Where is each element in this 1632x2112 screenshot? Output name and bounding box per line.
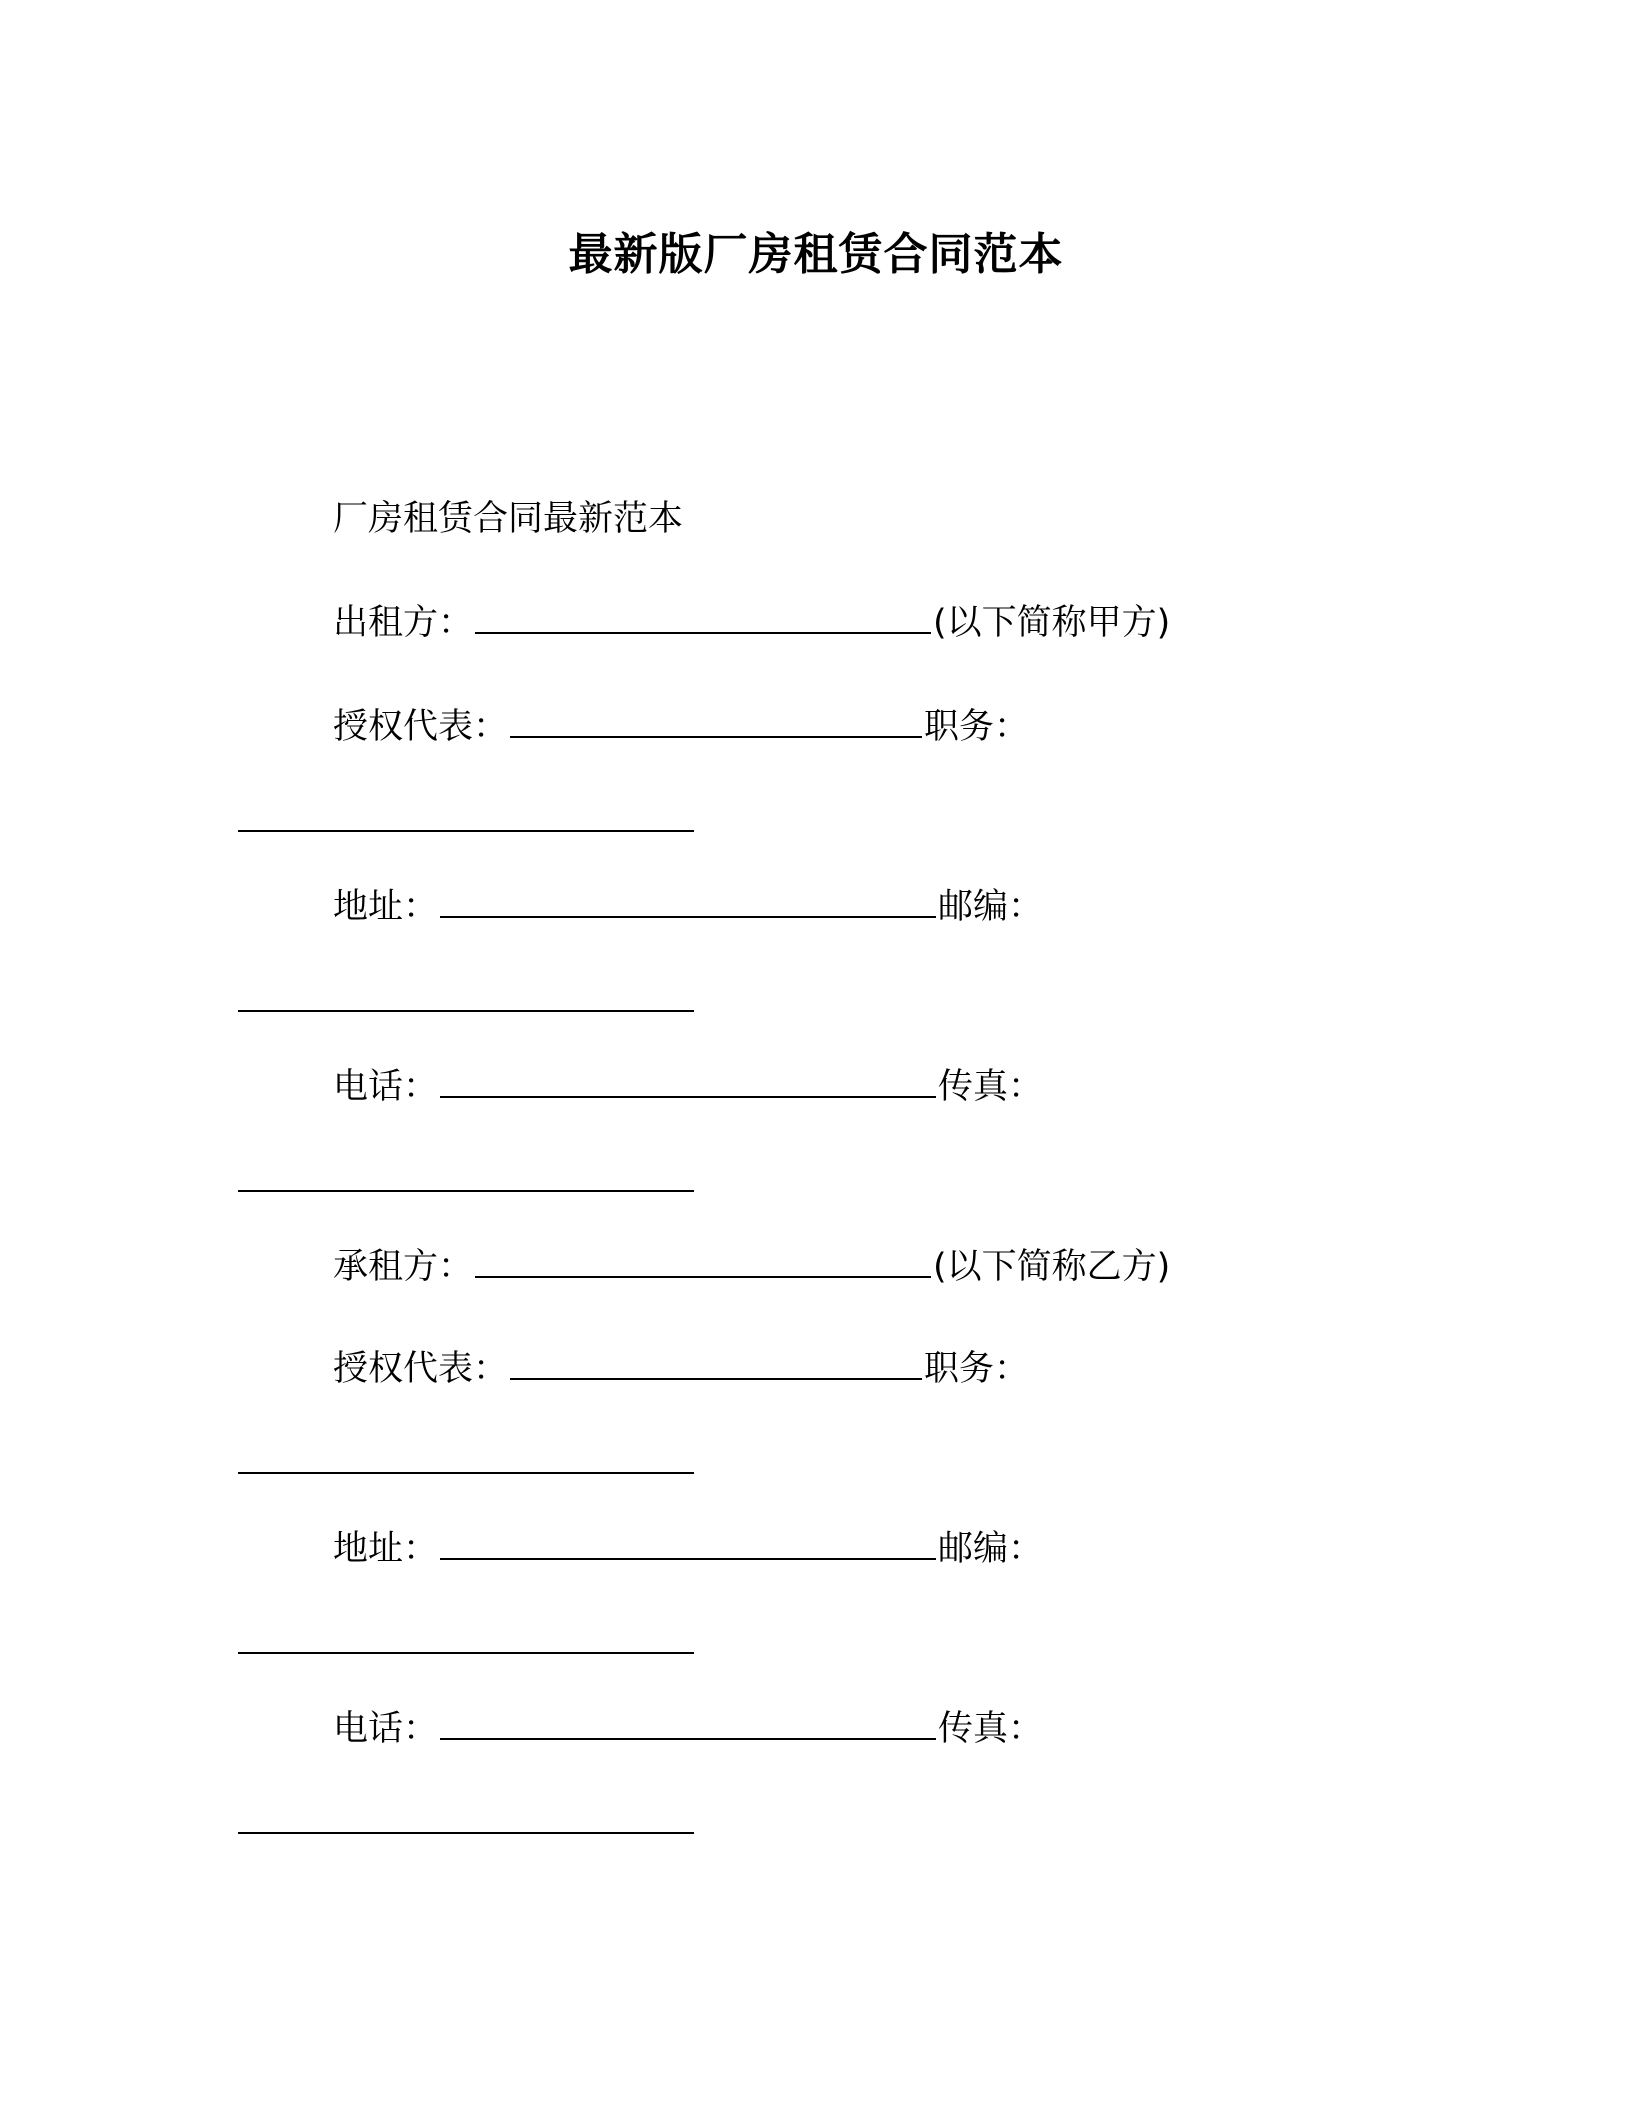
lessor-rep-line bbox=[333, 702, 1029, 752]
lessee-postcode-blank[interactable] bbox=[238, 1624, 694, 1654]
lessor-rep-label: 授权代表： bbox=[333, 707, 509, 747]
lessor-fax-line bbox=[238, 1156, 694, 1206]
document-title: 最新版厂房租赁合同范本 bbox=[568, 229, 1064, 280]
lessee-fax-line bbox=[238, 1798, 694, 1848]
lessor-line bbox=[333, 598, 1170, 648]
lessor-address-line bbox=[333, 882, 1043, 932]
lessee-position-label: 职务： bbox=[924, 1349, 1030, 1389]
lessor-phone-label: 电话： bbox=[333, 1067, 439, 1107]
lessee-rep-line bbox=[333, 1344, 1029, 1394]
lessor-fax-label: 传真： bbox=[938, 1067, 1044, 1107]
lessee-postcode-label: 邮编： bbox=[938, 1529, 1044, 1569]
lessee-phone-blank[interactable] bbox=[440, 1710, 936, 1740]
lessor-position-line bbox=[238, 796, 694, 846]
lessee-rep-label: 授权代表： bbox=[333, 1349, 509, 1389]
lessor-position-blank[interactable] bbox=[238, 802, 694, 832]
lessee-phone-label: 电话： bbox=[333, 1709, 439, 1749]
document-subtitle: 厂房租赁合同最新范本 bbox=[333, 499, 684, 539]
lessee-postcode-line bbox=[238, 1618, 694, 1668]
lessee-address-line bbox=[333, 1524, 1043, 1574]
lessor-position-label: 职务： bbox=[924, 707, 1030, 747]
lessor-postcode-line bbox=[238, 976, 694, 1026]
lessor-address-blank[interactable] bbox=[440, 888, 936, 918]
lessee-phone-line bbox=[333, 1704, 1043, 1754]
lessor-postcode-label: 邮编： bbox=[938, 887, 1044, 927]
lessee-name-blank[interactable] bbox=[475, 1248, 931, 1278]
lessee-address-blank[interactable] bbox=[440, 1530, 936, 1560]
lessee-suffix: (以下简称乙方) bbox=[933, 1247, 1171, 1287]
lessor-postcode-blank[interactable] bbox=[238, 982, 694, 1012]
lessor-phone-line bbox=[333, 1062, 1043, 1112]
lessee-fax-label: 传真： bbox=[938, 1709, 1044, 1749]
lessee-fax-blank[interactable] bbox=[238, 1804, 694, 1834]
lessor-label: 出租方： bbox=[333, 603, 474, 643]
lessee-position-line bbox=[238, 1438, 694, 1488]
lessee-rep-blank[interactable] bbox=[510, 1350, 922, 1380]
lessor-fax-blank[interactable] bbox=[238, 1162, 694, 1192]
lessor-rep-blank[interactable] bbox=[510, 708, 922, 738]
lessor-phone-blank[interactable] bbox=[440, 1068, 936, 1098]
lessor-address-label: 地址： bbox=[333, 887, 439, 927]
lessor-name-blank[interactable] bbox=[475, 604, 931, 634]
lessee-label: 承租方： bbox=[333, 1247, 474, 1287]
lessee-line bbox=[333, 1242, 1170, 1292]
lessor-suffix: (以下简称甲方) bbox=[933, 603, 1171, 643]
lessee-position-blank[interactable] bbox=[238, 1444, 694, 1474]
lessee-address-label: 地址： bbox=[333, 1529, 439, 1569]
